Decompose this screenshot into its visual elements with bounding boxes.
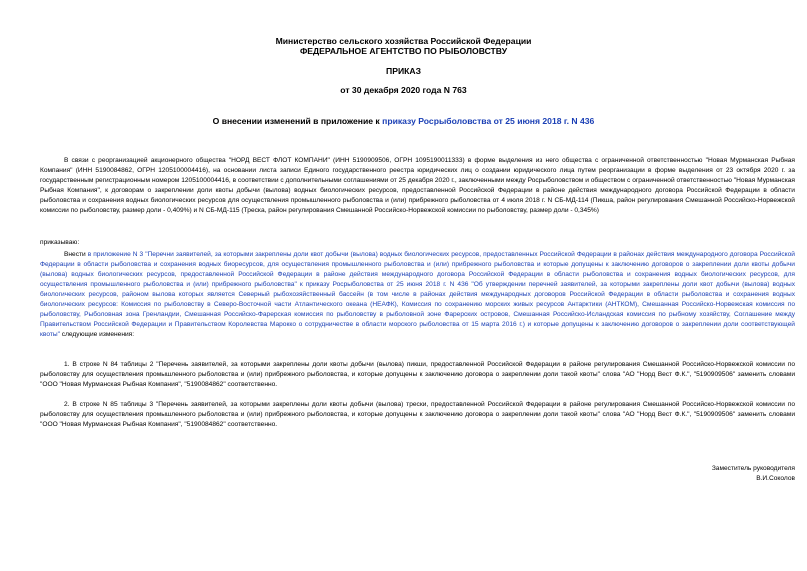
main-after: следующие изменения: (59, 331, 135, 338)
item-2-paragraph: 2. В строке N 85 таблицы 3 "Перечень заявителей, за которыми закреплены доли квоты добычи (вылова) трески, предоставленной Российской Федерации в районе регулирования Смешанной Российско-Норвежской комиссии по рыболовству для осуществления промышленного рыболовства и (или) прибрежного рыболовства, и которые допущены к заключению договора о закреплении доли такой квоты" слова "АО "Норд Вест Ф.К.", "5190909506" заменить словами "ООО "Новая Мурманская Рыбная Компания", "5190084862" соответственно. (40, 401, 795, 428)
signature-position: Заместитель руководителя (711, 465, 795, 472)
date-number: от 30 декабря 2020 года N 763 (340, 85, 467, 95)
preamble-paragraph: В связи с реорганизацией акционерного общества "НОРД ВЕСТ ФЛОТ КОМПАНИ" (ИНН 5190909506, ОГРН 1095190011333) в форме выделения из него общества с ограниченной ответственностью "Новая Мурманская Рыбная Компания" (ИНН 5190084862, ОГРН 1205100004416), на основании листа записи Единого государственного реестра юридических лиц о создании юридического лица путем реорганизации в форме выделения от 23 октября 2020 г. за государственным регистрационным номером 1205100004416, в соответствии с дополнительными соглашениями от 25 декабря 2020 г., заключенными между Росрыболовством и обществом с ограниченной ответственностью "Новая Мурманская Рыбная Компания", к договорам о закреплении доли квоты добычи (вылова) водных биологических ресурсов, предоставленной Российской Федерации в районе действия международного договора Российской Федерации в области рыболовства и сохранения водных биологических ресурсов для осуществления промышленного рыболовства и (или) прибрежного рыболовства от 4 июля 2018 г. N СБ-МД-114 (Пикша, район регулирования Смешанной Российско-Норвежской комиссии по рыболовству, размер доли - 0,409%) и N СБ-МД-115 (Треска, район регулирования Смешанной Российско-Норвежской комиссии по рыболовству, размер доли - 0,345%) (40, 157, 795, 214)
doc-title (0, 116, 807, 126)
title-link[interactable]: приказу Росрыболовства от 25 июня 2018 г. N 436 (382, 116, 595, 126)
main-paragraph (40, 250, 795, 340)
order-word: приказываю: (40, 239, 80, 246)
main-link[interactable]: в приложение N 3 "Перечни заявителей, за которыми закреплены доли квот добычи (вылова) водных биологических ресурсов, предоставленных Российской Федерации в районах действия международного договора Российской Федерации в области рыболовства и сохранения водных биоресурсов, для осуществления промышленного рыболовства и (или) прибрежного рыболовства и которые допущены к заключению договоров о закреплении доли квоты добычи (вылова) водных биологических ресурсов, предоставленной Российской Федерации в районе действия международного договора Российской Федерации в области рыболовства и сохранения водных биологических ресурсов, для осуществления промышленного рыболовства и (или) прибрежного рыболовства" к приказу Росрыболовства от 25 июня 2018 г. N 436 "Об утверждении перечней заявителей, за которыми закреплены доли квот добычи (вылова) водных биологических ресурсов, районом вылова которых является Северный рыбохозяйственный бассейн (в том числе в районах действия международных договоров Российской Федерации в области рыболовства и сохранения водных биологических ресурсов: Комиссия по рыболовству в Северо-Восточной части Атлантического океана (НЕАФК), Комиссия по сохранению морских живых ресурсов Антарктики (АНТКОМ), Смешанная Российско-Норвежская комиссия по рыболовству, Рыболовная зона Гренландии, Смешанная Российско-Фарерская комиссия по рыболовству в рыболовной зоне Фарерских островов, Смешанная Российско-Исландская комиссия по рыбному хозяйству, Соглашение между Правительством Российской Федерации и Правительством Королевства Марокко о сотрудничестве в области морского рыболовства от 15 марта 2016 г.) и которые допущены к заключению договоров о закреплении доли соответствующей квоты" (40, 251, 795, 338)
doc-type: ПРИКАЗ (386, 66, 421, 76)
signature-name: В.И.Соколов (756, 475, 795, 482)
ministry-name: Министерство сельского хозяйства Российской Федерации (275, 36, 532, 46)
agency-name: ФЕДЕРАЛЬНОЕ АГЕНТСТВО ПО РЫБОЛОВСТВУ (299, 46, 508, 56)
item-1-paragraph: 1. В строке N 84 таблицы 2 "Перечень заявителей, за которыми закреплены доли квоты добычи (вылова) пикши, предоставленной Российской Федерации в районе регулирования Смешанной Российско-Норвежской комиссии по рыболовству для осуществления промышленного рыболовства и (или) прибрежного рыболовства, и которые допущены к заключению договора о закреплении доли такой квоты" слова "АО "Норд Вест Ф.К.", "5190909506" заменить словами "ООО "Новая Мурманская Рыбная Компания", "5190084862" соответственно. (40, 361, 795, 388)
title-prefix: О внесении изменений в приложение к (212, 116, 383, 126)
main-before: Внести (64, 251, 88, 258)
